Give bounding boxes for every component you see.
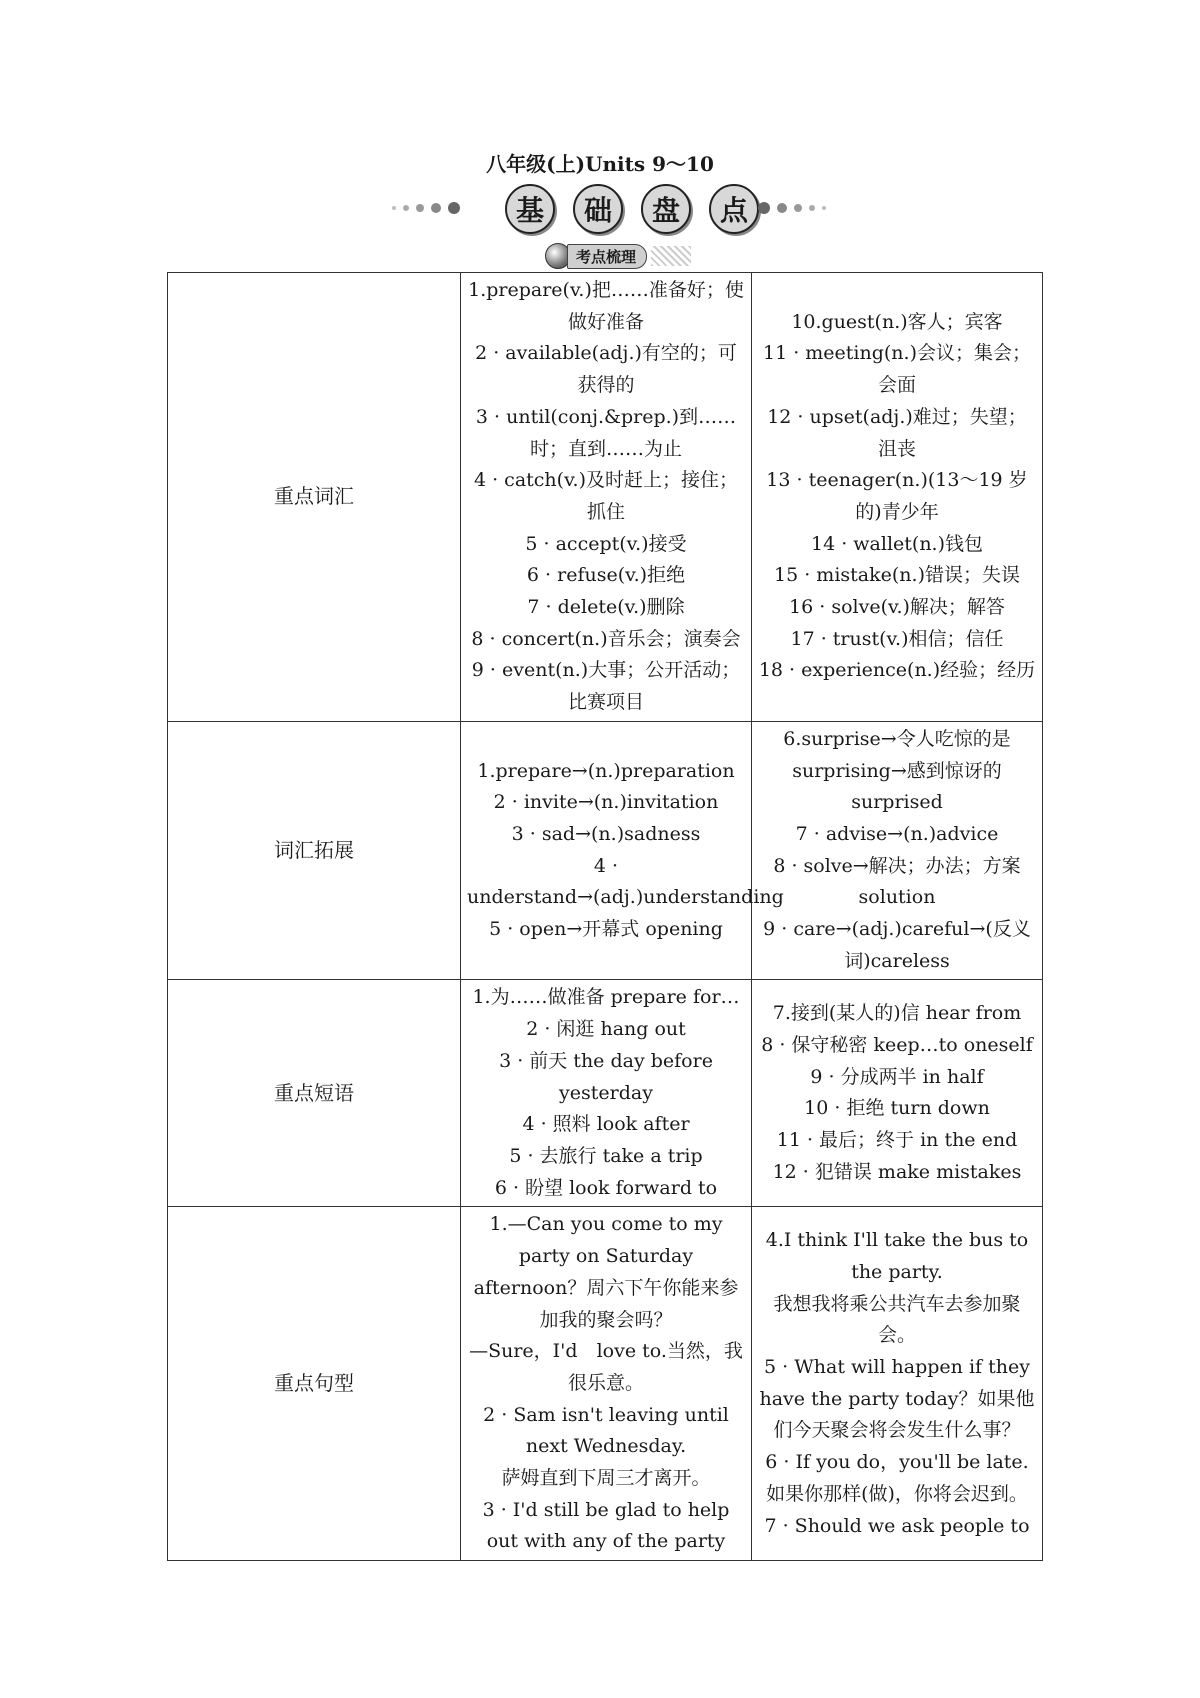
list-item: 5 · open→开幕式 opening [489, 918, 723, 941]
list-item: —Sure，I'd love to.当然，我很乐意。 [469, 1340, 743, 1394]
right-cell [752, 1207, 1043, 1561]
section-banner [0, 184, 1200, 234]
right-cell [752, 273, 1043, 722]
row-category: 重点词汇 [168, 273, 461, 722]
table-row [168, 980, 1043, 1207]
list-item: 3 · 前天 the day before yesterday [499, 1049, 713, 1104]
banner-title [505, 184, 759, 234]
list-item: 10 · 拒绝 turn down [804, 1097, 990, 1120]
list-item: 4 · understand→(adj.)understanding [467, 854, 784, 909]
list-item: 萨姆直到下周三才离开。 [501, 1467, 711, 1490]
list-item: 3 · until(conj.&prep.)到……时；直到……为止 [475, 405, 737, 460]
list-item: 18 · experience(n.)经验；经历 [758, 659, 1036, 682]
list-item: 7 · Should we ask people to [764, 1514, 1030, 1537]
right-cell [752, 721, 1043, 980]
left-cell [461, 980, 752, 1207]
knowledge-table [167, 272, 1043, 1561]
table-row [168, 721, 1043, 980]
list-item: 5 · accept(v.)接受 [525, 532, 687, 555]
list-item: 6.surprise→令人吃惊的是surprising→感到惊讶的surprised [783, 727, 1011, 814]
list-item: 12 · 犯错误 make mistakes [772, 1160, 1022, 1183]
list-item: 4 · 照料 look after [522, 1113, 690, 1136]
banner-char: 基 [505, 184, 555, 234]
banner-char: 础 [573, 184, 623, 234]
list-item: 11 · 最后；终于 in the end [776, 1129, 1018, 1152]
list-item: 15 · mistake(n.)错误；失误 [774, 564, 1020, 587]
row-category: 词汇拓展 [168, 721, 461, 980]
list-item: 6 · 盼望 look forward to [494, 1176, 718, 1199]
list-item: 4.I think I'll take the bus to the party. [765, 1229, 1029, 1283]
list-item: 5 · 去旅行 take a trip [509, 1144, 703, 1167]
list-item: 4 · catch(v.)及时赶上；接住；抓住 [473, 469, 739, 523]
list-item: 7 · advise→(n.)advice [795, 822, 999, 845]
list-item: 2 · 闲逛 hang out [526, 1018, 686, 1041]
list-item: 9 · 分成两半 in half [810, 1065, 984, 1088]
list-item: 3 · sad→(n.)sadness [511, 822, 701, 845]
list-item: 我想我将乘公共汽车去参加聚会。 [773, 1292, 1021, 1347]
list-item: 2 · invite→(n.)invitation [493, 791, 719, 814]
list-item: 1.—Can you come to my party on Saturday afternoon？周六下午你能来参加我的聚会吗？ [473, 1213, 739, 1331]
list-item: 1.为……做准备 prepare for… [472, 986, 740, 1009]
list-item: 5 · What will happen if they have the party today？如果他们今天聚会将会发生什么事？ [759, 1356, 1035, 1442]
list-item: 8 · solve→解决；办法；方案solution [773, 854, 1021, 909]
list-item: 1.prepare(v.)把……准备好；使做好准备 [468, 279, 744, 333]
list-item: 9 · care→(adj.)careful→(反义词)careless [763, 918, 1031, 972]
page-header: 八年级(上)Units 9～10 [486, 152, 714, 176]
list-item: 6 · refuse(v.)拒绝 [526, 564, 686, 587]
list-item: 1.prepare→(n.)preparation [477, 759, 735, 782]
list-item: 12 · upset(adj.)难过；失望；沮丧 [767, 405, 1027, 460]
subtag-label: 考点梳理 [567, 244, 647, 269]
list-item: 11 · meeting(n.)会议；集会；会面 [762, 342, 1031, 397]
list-item: 14 · wallet(n.)钱包 [810, 532, 984, 555]
row-category: 重点句型 [168, 1207, 461, 1561]
list-item: 8 · concert(n.)音乐会；演奏会 [471, 627, 741, 650]
list-item: 9 · event(n.)大事；公开活动；比赛项目 [471, 659, 741, 714]
list-item: 7.接到(某人的)信 hear from [772, 1002, 1022, 1025]
banner-char: 点 [709, 184, 759, 234]
decorative-dots-left [392, 202, 460, 214]
list-item: 10.guest(n.)客人；宾客 [791, 310, 1003, 333]
table-row [168, 1207, 1043, 1561]
section-subtag [545, 243, 691, 269]
row-category: 重点短语 [168, 980, 461, 1207]
list-item: 6 · If you do，you'll be late.如果你那样(做)，你将会迟到。 [765, 1451, 1029, 1505]
list-item: 2 · Sam isn't leaving until next Wednesday. [483, 1403, 729, 1458]
list-item: 13 · teenager(n.)(13～19 岁的)青少年 [766, 469, 1028, 523]
list-item: 2 · available(adj.)有空的；可获得的 [475, 342, 737, 397]
list-item: 7 · delete(v.)删除 [527, 596, 685, 619]
list-item: 8 · 保守秘密 keep…to oneself [761, 1034, 1033, 1057]
table-row [168, 273, 1043, 722]
banner-char: 盘 [641, 184, 691, 234]
left-cell [461, 721, 784, 980]
list-item: 16 · solve(v.)解决；解答 [789, 596, 1005, 619]
decorative-dots-right [758, 202, 826, 214]
left-cell [461, 1207, 752, 1561]
stars-decoration-icon [651, 246, 691, 266]
right-cell [752, 980, 1043, 1207]
list-item: 17 · trust(v.)相信；信任 [790, 627, 1004, 650]
list-item: 3 · I'd still be glad to help out with any of the party [482, 1498, 730, 1553]
left-cell [461, 273, 752, 722]
